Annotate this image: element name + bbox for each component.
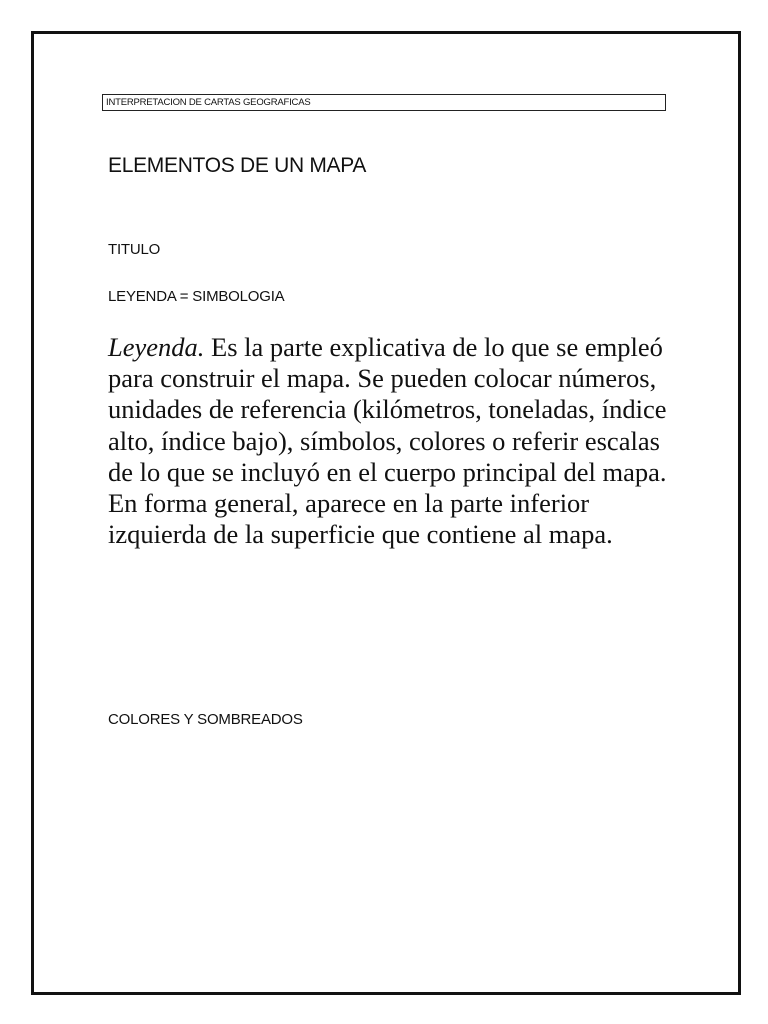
leyenda-term: Leyenda.	[108, 332, 205, 362]
subheading-titulo: TITULO	[108, 241, 161, 258]
page-frame	[31, 31, 741, 995]
leyenda-description: Es la parte explicativa de lo que se empleó para construir el mapa. Se pueden colocar números, unidades de referencia (kilómetros, toneladas, índice alto, índice bajo), símbolos, colores o referir escalas de lo que se incluyó en el cuerpo principal del mapa. En forma general, aparece en la parte inferior izquierda de la superficie que contiene al mapa.	[108, 332, 667, 550]
subheading-colores: COLORES Y SOMBREADOS	[108, 711, 303, 728]
subheading-leyenda: LEYENDA = SIMBOLOGIA	[108, 288, 285, 305]
page-title: ELEMENTOS DE UN MAPA	[108, 154, 367, 177]
leyenda-paragraph	[108, 332, 688, 550]
header-label: INTERPRETACION DE CARTAS GEOGRAFICAS	[102, 94, 666, 111]
